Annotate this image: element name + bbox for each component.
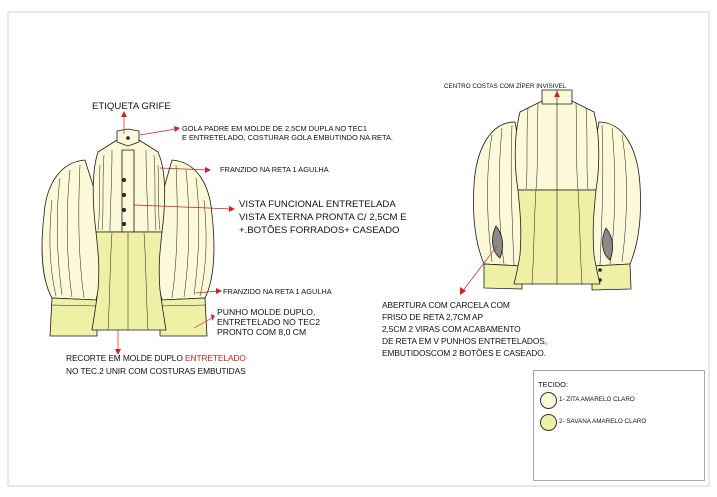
fabric-swatch-savana [540,414,557,431]
fabric-label-zita: 1- ZITA AMARELO CLARO [559,396,635,403]
label-franzido-bottom: FRANZIDO NA RETA 1 AGULHA [223,287,332,296]
label-punho-line1: PUNHO MOLDE DUPLO, [217,307,316,317]
back-blouse-drawing [473,90,640,290]
label-grife: ETIQUETA GRIFE [92,101,171,112]
front-right-cuff [160,298,207,336]
front-placket [122,150,134,232]
label-abertura-line4: DE RETA EM V PUNHOS ENTRETELADOS, [382,336,548,346]
label-gola-line2: E ENTRETELADO, COSTURAR GOLA EMBUTINDO NA RETA. [182,133,393,142]
label-centro-costas: CENTRO COSTAS COM ZÍPER INVISIVEL [444,83,567,90]
label-vista-line2: VISTA EXTERNA PRONTA C/ 2,5CM E [239,212,407,223]
label-vista-line1: VISTA FUNCIONAL ENTRETELADA [239,199,396,210]
fabric-legend-title: TECIDO: [538,380,568,389]
label-recorte-line1 [66,353,246,364]
label-abertura-line1: ABERTURA COM CARCELA COM [382,300,510,310]
fabric-label-savana: 2- SAVANA AMARELO CLARO [559,418,647,425]
label-recorte-text: RECORTE EM MOLDE DUPLO [66,353,186,363]
label-vista-line3: +.BOTÕES FORRADOS+ CASEADO [239,225,400,236]
front-left-cuff [50,298,97,336]
label-abertura-line5: EMBUTIDOSCOM 2 BOTÕES E CASEADO. [382,348,546,358]
label-gola-line1: GOLA PADRE EM MOLDE DE 2,5CM DUPLA NO TEC1 [182,124,367,133]
label-recorte-highlight: ENTRETELADO [185,353,246,363]
label-franzido-top: FRANZIDO NA RETA 1 AGULHA [220,165,329,174]
label-abertura-line2: FRISO DE RETA 2,7CM AP [382,312,483,322]
front-lower-bodice [92,232,166,330]
label-abertura-line3: 2,5CM 2 VIRAS COM ACABAMENTO [382,324,521,334]
label-recorte-line2: NO TEC.2 UNIR COM COSTURAS EMBUTIDAS [66,366,246,376]
label-punho-line3: PRONTO COM 8,0 CM [217,327,307,337]
label-punho-line2: ENTRETELADO NO TEC2 [217,317,320,327]
fabric-swatch-zita [540,392,557,409]
front-blouse-drawing [42,129,214,336]
fabric-legend [533,370,705,481]
